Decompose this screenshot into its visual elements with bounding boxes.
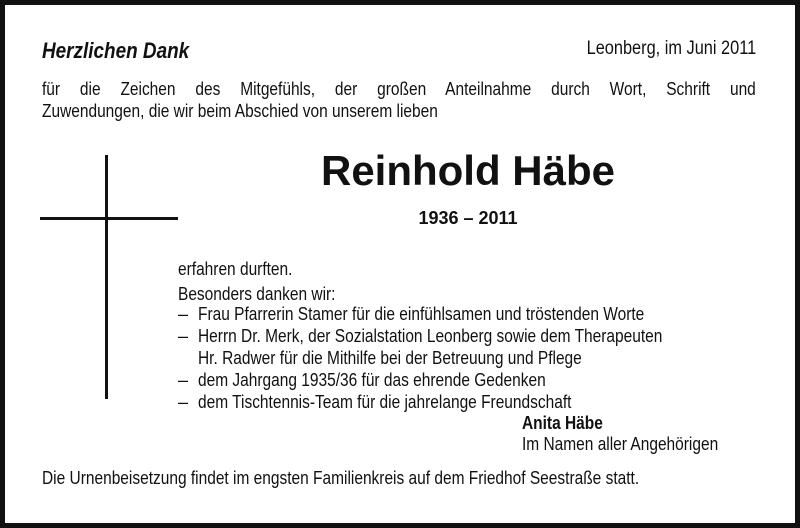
after-name-text: erfahren durften. [178, 259, 293, 279]
thanks-item: Herrn Dr. Merk, der Sozialstation Leonberg sowie dem Therapeuten [198, 326, 663, 346]
heading: Herzlichen Dank [42, 38, 190, 63]
dash: – [178, 326, 189, 346]
thanks-item: dem Tischtennis-Team für die jahrelange Freundschaft [198, 392, 572, 412]
signer-note: Im Namen aller Angehörigen [522, 434, 719, 454]
place-date: Leonberg, im Juni 2011 [586, 38, 756, 59]
life-years: 1936 – 2011 [418, 208, 518, 228]
dash: – [178, 370, 189, 390]
thanks-item: Frau Pfarrerin Stamer für die einfühlsamen und tröstenden Worte [198, 304, 645, 324]
cross-icon-horizontal [40, 217, 178, 220]
cross-icon-vertical [105, 155, 108, 399]
signer-name: Anita Häbe [522, 413, 603, 433]
deceased-name: Reinhold Häbe [320, 147, 616, 194]
thanks-item: dem Jahrgang 1935/36 für das ehrende Gedenken [198, 370, 546, 390]
dash: – [178, 392, 189, 412]
thanks-item-continued: Hr. Radwer für die Mithilfe bei der Betreuung und Pflege [198, 348, 582, 368]
thanks-intro: Besonders danken wir: [178, 284, 336, 304]
dash: – [178, 304, 189, 324]
footer-note: Die Urnenbeisetzung findet im engsten Familienkreis auf dem Friedhof Seestraße statt. [42, 468, 640, 488]
intro-line-2: Zuwendungen, die wir beim Abschied von unserem lieben [42, 101, 438, 121]
intro-line-1: für die Zeichen des Mitgefühls, der großen Anteilnahme durch Wort, Schrift und [42, 79, 756, 99]
